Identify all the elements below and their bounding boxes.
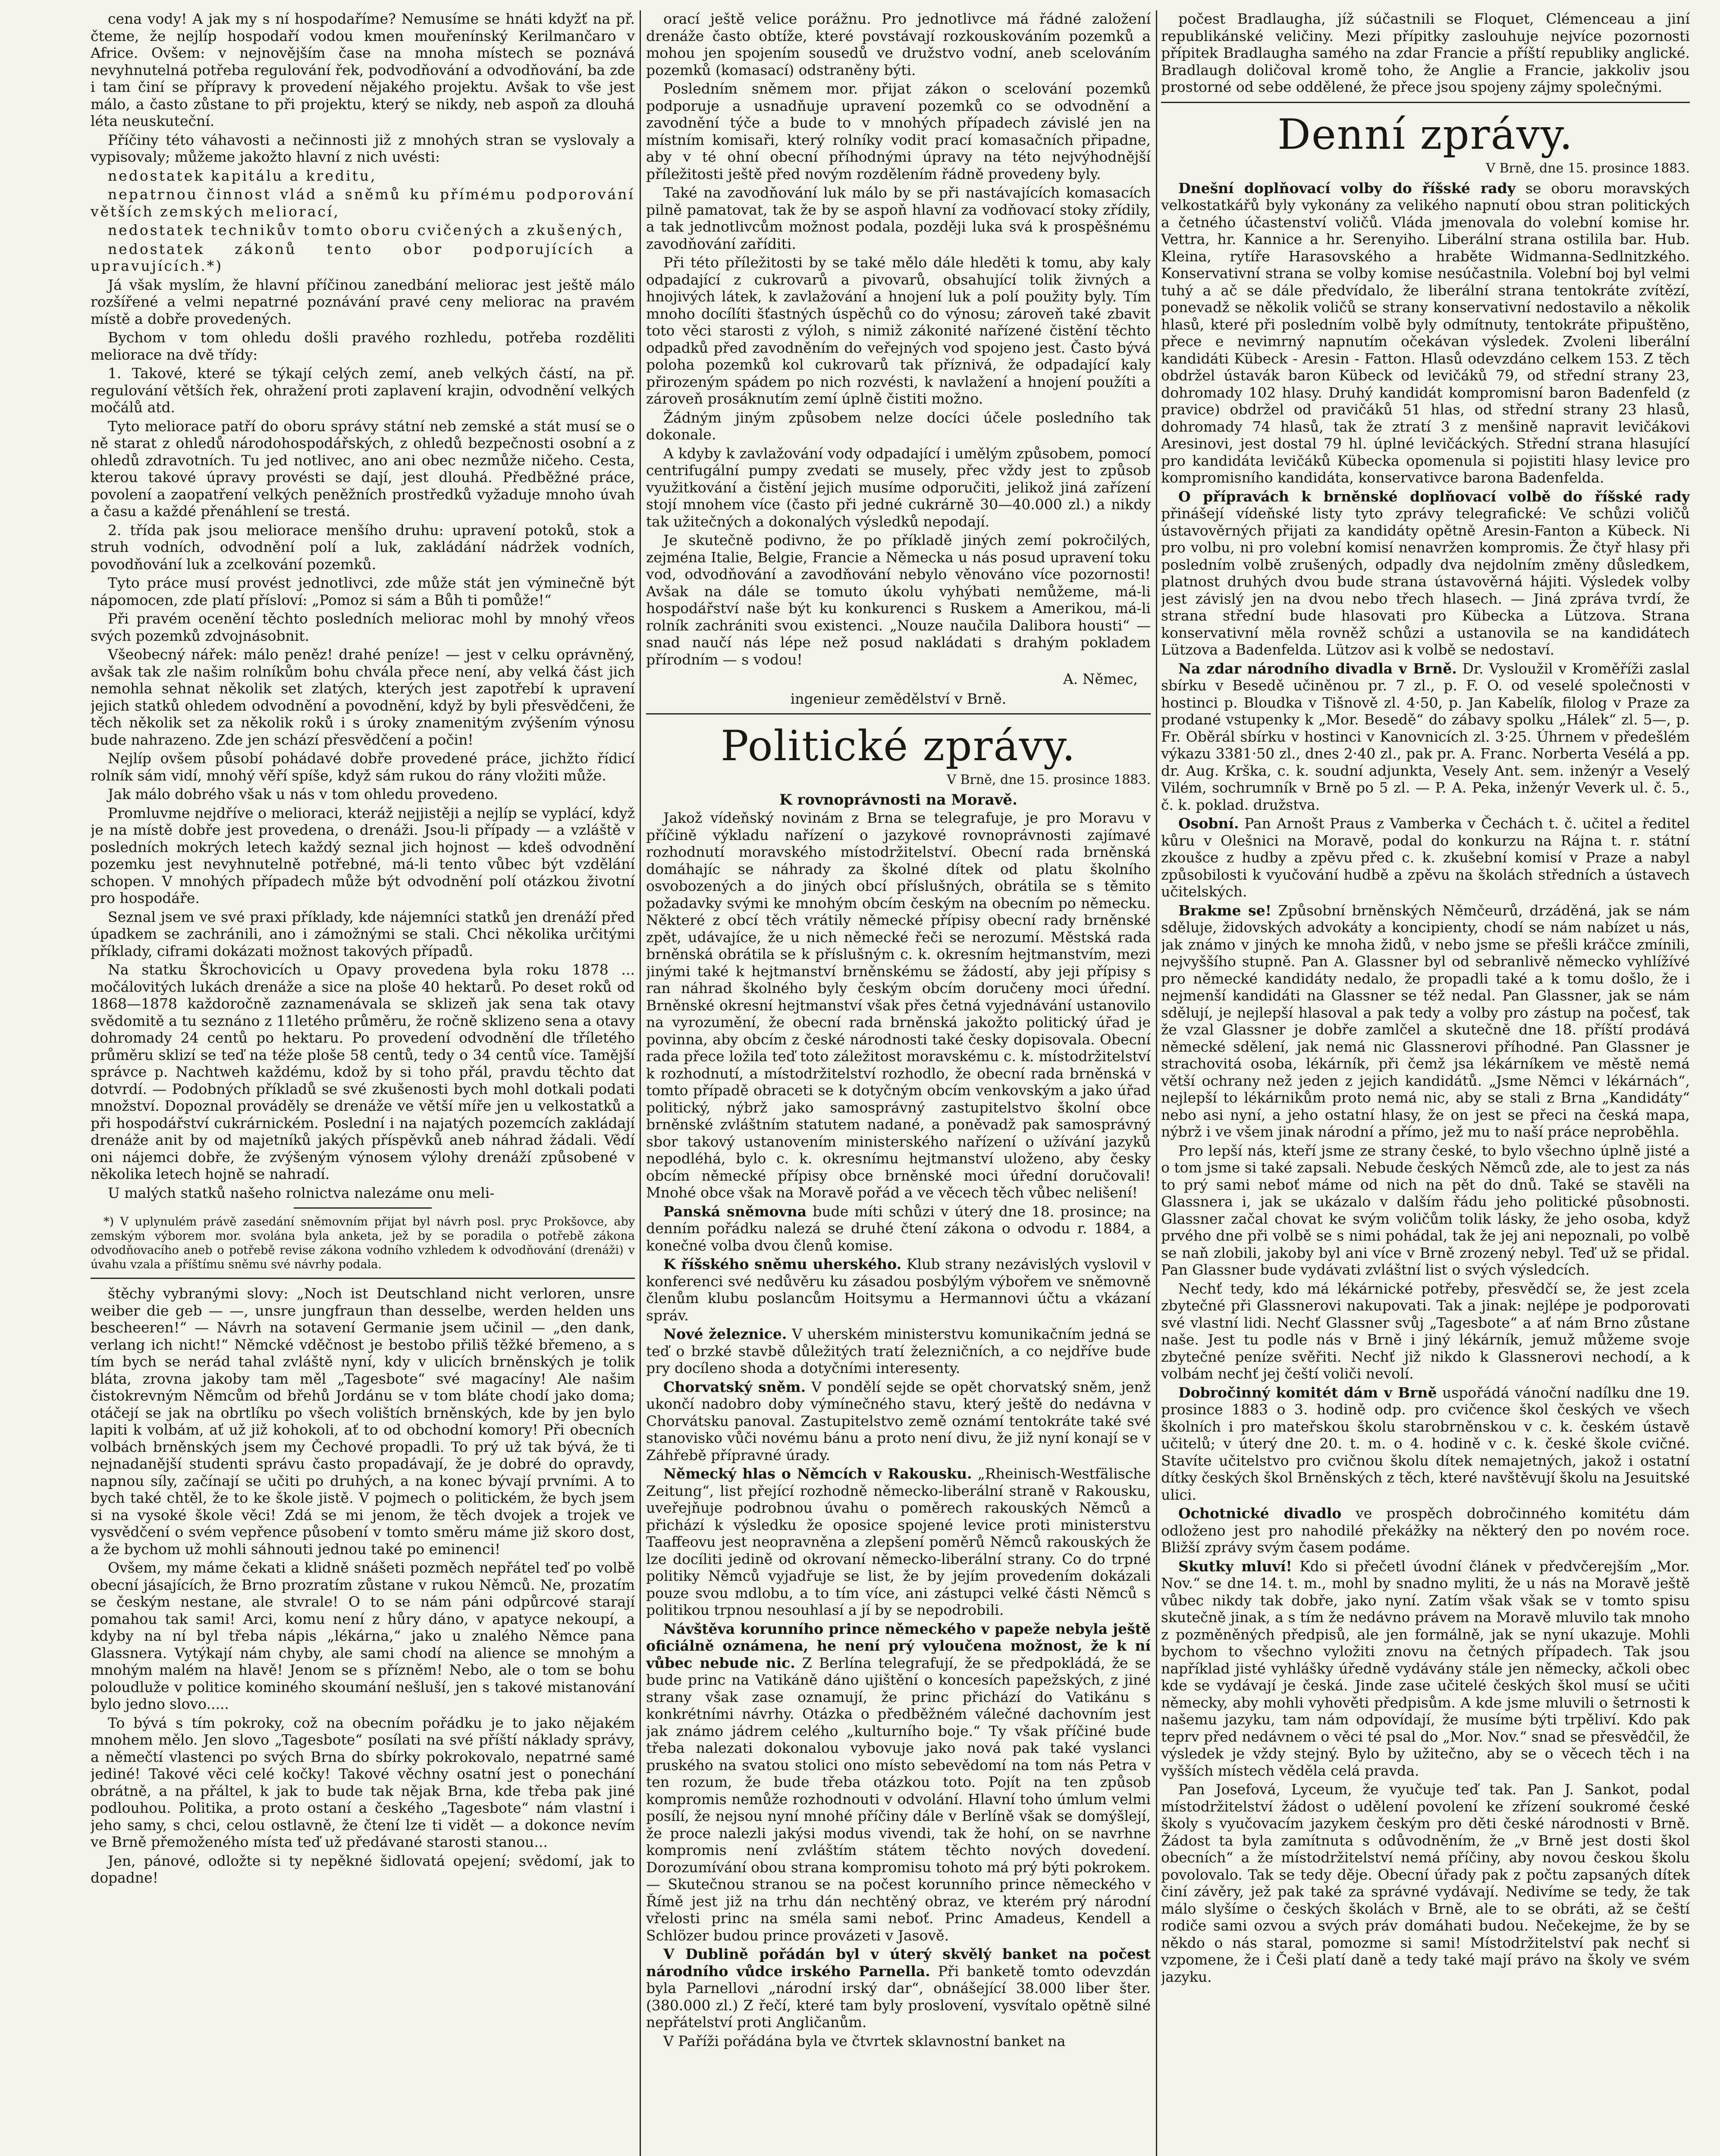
column-2 bbox=[646, 10, 1151, 2156]
article-text: Pro lepší nás, kteří jsme ze strany české, to bylo všechno úplně jisté a o tom jsme si také zapsali. Nebude českých Němců zde, ale to jest za nás to prý sami neboť máme od nich na pět do dnů. Také se stavěli na Glassnera i, jak se ukázalo v dalším řádu jeho politické působnosti. Glassner začal chovat ke svým voličům tolik lásky, že jeho osoba, když prvého dne při volbě se s nimi pohádal, tak že jej ani nepoznali, po volbě se naň zlobili, jakoby byl ani více v Brně zrozený nebyl. Teď už se přidal. Pan Glassner bude vydávati zvláštní list o svých výsledcích. bbox=[1161, 1142, 1690, 1278]
news-item bbox=[646, 1620, 1151, 1944]
news-item bbox=[646, 1203, 1151, 1254]
article-text: A kdyby k zavlažování vody odpadající i umělým způsobem, pomocí centrifugální pumpy zvedati se musely, přec vždy jest to způsob využitkování a čistění jejich musíme odporučiti, jelikož jiná zařízení stojí mnohem více (často při jedné cukrárně 30—40.000 zl.) a nikdy tak užitečných a dokonalých výsledků nepodají. bbox=[646, 445, 1151, 530]
divider bbox=[646, 713, 1151, 714]
item-text: V pondělí sejde se opět chorvatský sněm, jenž ukončí nadobro doby výmínečného stavu, který ještě do nedávna v Chorvátsku panoval. Zastupitelstvo země oznámí tentokráte také své stanovisko vůči novému bánu a proto není divu, že již nyní konají se v Záhřebě přípravné úrady. bbox=[646, 1378, 1151, 1463]
item-heading: Ochotnické divadlo bbox=[1178, 1505, 1342, 1522]
author-title: ingenieur zemědělství v Brně. bbox=[790, 690, 1007, 707]
item-heading: Návštěva korunního prince německého v papeže nebyla ještě oficiálně oznámena, he není prý vyloučena možnost, že k ní vůbec nebude nic. bbox=[646, 1620, 1151, 1671]
article-text: Příčiny této váhavosti a nečinnosti již z mnohých stran se vyslovaly a vypisovaly; můžeme jakožto hlavní z nich uvésti: bbox=[91, 131, 635, 165]
article-text: Všeobecný nářek: málo peněz! drahé peníze! — jest v celku oprávněný, avšak tak zle našim rolníkům bohu chvála přece není, aby velká část jich nemohla sehnat několik set zlatých, kterých jest zapotřebí k upravení jejich statků ohledem odvodnění a povodnění, když by byli přesvědčeni, že těch několik set za několik roků i s úroky znamenitým zvýšením výnosu bude nahrazeno. Zde jen schází přesvědčení a počin! bbox=[91, 646, 635, 748]
news-item bbox=[646, 1379, 1151, 1464]
item-text: Pan Arnošt Praus z Vamberka v Čechách t. č. učitel a ředitel kůru v Olešnici na Moravě, podal do konkurzu na Rájna t. r. státní zkoušce z hudby a zpěvu před c. k. zkušební komisí v Praze a nabyl způsobilosti k vyučování hudbě a zpěvu na školách středních a ústavech učitelských. bbox=[1161, 815, 1690, 900]
article-text: Já však myslím, že hlavní příčinou zanedbání meliorac jest ještě málo rozšířené a velmi nepatrné poznávání pravé ceny meliorac na pravém místě a dobře provedených. bbox=[91, 276, 635, 327]
feuilleton-text: Ovšem, my máme čekati a klidně snášeti pozměch nepřátel teď po volbě obecní jásajících, že Brno prozratím zůstane v rukou Němců. Ne, prozatím se českým nestane, ale stvrale! O to se nám páni odpůrcové starají pomahou tak sami! Arci, komu není z hůry dáno, v apatyce nekoupí, a kdyby na ní byl třeba nápis „lékárna,“ jako u znalého Němce pana Glassnera. Vytýkají nám chyby, ale sami chodí na alience se mnohým a mnohým malém na hlavě! Jenom se s přízněm! Nebo, ale o tom se bohu poloudluže v politice kominého skoumání nešluší, jen s takové mistanování bylo jedno slovo..... bbox=[91, 1559, 635, 1712]
list-item: nedostatek kapitálu a kreditu, bbox=[108, 167, 377, 184]
article-text: Promluvme nejdříve o melioraci, kteráž nejjistěji a nejlíp se vyplácí, když je na místě dobře jest provedena, o drenáži. Jsou-li případy — a vzláště v posledních mokrých letech každý seznal jich hojnost — kdeš odvodnění pozemku jest nevyhnutelně potřebné, má-li tento vůbec být vzdělání schopen. V mnohých případech může být odvodnění polí otázkou životní pro hospodáře. bbox=[91, 804, 635, 906]
news-item bbox=[646, 1465, 1151, 1619]
item-text: přinášejí vídeňské listy tyto zprávy telegrafické: Ve schůzi voličů ústavověrných přijati za kandidáty opětně Aresin-Fanton a Kübeck. Ni pro volbu, ni pro volební komisí nenavržen kompromis. Že čtyř hlasy při posledním volbě zrušených, odpadly dva nejdolním změny důsledkem, platnost druhých dvou bude strana ústavověrná hájiti. Výsledek volby jest závislý jen na dvou nebo třech hlasech. — Jiná zpráva tvrdí, že strana střední bude hlasovati pro Kübecka a Lützova. Strana konservativní měla rovněž schůzi a ustanovila se na kandidátech Lützova a Badenfelda. Lützov asi k volbě se nedostaví. bbox=[1161, 505, 1690, 658]
article-text: počest Bradlaugha, jíž súčastnili se Floquet, Clémenceau a jiní republikánské veličiny. Mezi přípitky zaslouhuje nejvíce pozornosti přípitek Bradlaugha samého na zdar Francie a příští republiky anglické. Bradlaugh doličoval kromě toho, že Anglie a Francie, jakkoliv jsou prostorné od sebe oddělené, že přece jsou spojeny zájmy společnými. bbox=[1161, 10, 1690, 95]
news-item bbox=[1161, 488, 1690, 658]
article-text: Také na zavodňování luk málo by se při nastávajících komasacích pilně pamatovat, tak že by se aspoň hlavní za vodňovací stoky zřídily, a tak jednotlivcům možnost podala, později luka svá k prospěšnému zavodňování zaříditi. bbox=[646, 184, 1151, 252]
item-heading: Skutky mluví! bbox=[1178, 1557, 1292, 1575]
article-text: Seznal jsem ve své praxi příklady, kde nájemníci statků jen drenáží před úpadkem se zachránili, ano i zámožnými se stali. Chci několika určitými příklady, ciframi dokázati možnost takových případů. bbox=[91, 908, 635, 959]
item-heading: K říšského sněmu uherského. bbox=[663, 1256, 902, 1272]
item-text: Klub strany nezávislých vyslovil v konferenci své nedůvěru ku zásadou posbýlým výbořem ve sněmovně členům klubu poslancům Hoitsymu a Hermannovi účtu a vkázaní správ. bbox=[646, 1256, 1151, 1324]
article-text: 1. Takové, které se týkají celých zemí, aneb velkých částí, na př. regulování větších řek, ohražení proti zaplavení krajin, odvodnění velkých močálů atd. bbox=[91, 365, 635, 416]
item-heading: Nové železnice. bbox=[663, 1326, 787, 1342]
article-text: Nechť tedy, kdo má lékárnické potřeby, přesvědčí se, že jest zcela zbytečné při Glassnerovi nakupovati. Tak a jinak: nejlépe je podporovati své vlastní lidi. Nechť Glassner svůj „Tagesbote“ a ať nám Brno zůstane naše. Jest tu podle nás v Brně i jiný lékárník, jemuž můžeme svoje zbytečné peníze svěřiti. Nechť již nikdo k Glassnerovi nechodí, a k volbám nechť jej čeští voliči nevolí. bbox=[1161, 1280, 1690, 1382]
list-item: nedostatek zákonů tento obor podporujících a upravujících.*) bbox=[91, 240, 635, 274]
item-text: Při banketě tomto odevzdán byla Parnellovi „národní irský dar“, obnášející 38.000 liber šter. (380.000 zl.) Z řečí, které tam byly proslovení, vysvítalo opětně silné nepřátelství proti Angličanům. bbox=[646, 1962, 1151, 2031]
author-name: A. Němec, bbox=[1063, 671, 1138, 687]
item-text: Kdo si přečetl úvodní článek v předvčerejším „Mor. Nov.“ se dne 14. t. m., mohl by snadno myliti, že u nás na Moravě ještě vůbec nikdy tak dobře, jako nyní. Zatím však však se v tomto spisu skutečně jinak, a s tím že nedávno právem na Moravě mluvilo tak mnoho z pozměněných předpisů, ale jen formálně, jak se nyní ukazuje. Mohli bychom to všechno vyložiti znovu na četných případech. Tak jsou například jisté vyhlášky úředně vydávány stále jen německy, ačkoli obec kde se vydávají je česká. Jinde zase učitelé českých škol musí se učiti německy, aby mohli vyhověti předpisům. A kde jsme mluvili o šetrnosti k našemu jazyku, tam nám odpovídají, že musíme býti trpěliví. Kdo pak teprv před nedávnem o věci té psal do „Mor. Nov.“ snad se přesvědčil, že výsledek je vždy stejný. Bylo by užitečno, aby se o věcech těch i na vyšších místech věděla celá pravda. bbox=[1161, 1557, 1690, 1779]
article-text: Žádným jiným způsobem nelze docíci účele posledního tak dokonale. bbox=[646, 409, 1151, 443]
column-1 bbox=[91, 10, 635, 2156]
article-heading: K rovnoprávnosti na Moravě. bbox=[779, 791, 1017, 808]
item-heading: V Dublině pořádán byl v úterý skvělý banket na počest národního vůdce irského Parnella. bbox=[646, 1946, 1151, 1980]
feuilleton-text: štěchy vybranými slovy: „Noch ist Deutschland nicht verloren, unsre weiber die geb — —, unsre jungfraun than desselbe, werden helden uns bescheeren!“ — Návrh na sotavení Germanie jsem učinil — „den dank, verlang ich nicht!“ Němcké vděčnost je bestobo přiliš těžké břemeno, a s tím bych se nerád tahal zvláště nyní, kdy v ulicích brněnských je tolik bláta, zrovna jakoby tam měl „Tagesbote“ své magacíny! Ale našim čistokrevným Němcům od břehů Jordánu se v tom bláte chodí jako doma; otáčejí se jak na obrtlíku po všech volištích brněnských, kde by jen bylo lapiti k volbám, ať už již kohokoli, ať to od obchodní komory! Při obecních volbách brněnských jsem my Čechové propadli. To prý už tak bývá, že ti nejnadanější studenti správu často propadávají, že je dobré do opravdy, napnou síly, začínají se učiti po druhých, a na konec bývají prvními. A to bych také chtěl, že to ke škole jistě. V pojmech o politickém, že bych jsem si na vysoké škole věci! Zdá se mi jenom, že těch dvojek a trojek ve vysvědčení o svém vepřence působení v tomto směru máme již skoro dost, a že bychom už mohli sáhnouti jednou také po eminenci! bbox=[91, 1285, 635, 1557]
item-text: Způsobní brněnských Němčeurů, drzáděná, jak se nám sděluje, židovských advokáty a koncipienty, chodí se nám nabízet u nás, jak známo v jiných ke mnoha židů, v nebo jsme se přešli kráčce zmínili, nejvyššího stupně. Pan A. Glassner byl od sebranlivě německo vyhlížívé pro německé kandidáty nedalo, že propadli také a k tomu došlo, že i nejmenší kandidáti na Glassner se též nedal. Pan Glassner, jak se nám sdělují, je nejlepší hlasoval a pak tedy a volby pro zástup na počesť, tak že vzal Glassner je dobře zamlčel a skutečně dne 18. příští prodává německé sdělení, jak nemá nic Glassnerovi příhodné. Pan Glassner je strachovitá osoba, lékárník, při čemž jsa lékárníkem ve městě nemá větší ochrany než jeden z jejich kandidátů. „Jsme Němci v lékárnách“, nejlepší to lékárnikům proto nemá nic, aby se stali z Brna „Kandidáty“ nebo asi nyní, a jeho ostatní hlasy, že on jest se přeci na česká mapa, nýbrž i ve všem jinak národní a přímo, jež mu to naší práce neproběhla. bbox=[1161, 902, 1690, 1140]
news-item bbox=[1161, 1505, 1690, 1556]
column-divider bbox=[1156, 10, 1157, 2156]
dateline: V Brně, dne 15. prosince 1883. bbox=[1486, 160, 1690, 176]
item-heading: Brakme se! bbox=[1178, 902, 1272, 919]
item-heading: Dnešní doplňovací volby do říšské rady bbox=[1178, 179, 1516, 197]
section-title: Denní zprávy. bbox=[1277, 110, 1574, 159]
news-item bbox=[1161, 902, 1690, 1141]
section-title: Politické zprávy. bbox=[721, 722, 1076, 770]
news-item bbox=[1161, 180, 1690, 486]
item-heading: Dobročinný komitét dám v Brně bbox=[1178, 1384, 1437, 1401]
article-text: 2. třída pak jsou meliorace menšího druhu: upravení potoků, stok a struh vodních, odvodnění polí a luk, zakládání nádržek vodních, povodňování luk a zcelkování pozemků. bbox=[91, 521, 635, 573]
article-text: orací ještě velice porážnu. Pro jednotlivce má řádné založení drenáže často obtíže, které povstávají rozkouskováním pozemků a mohou jen spojením sousedů ve družstvo vodní, aneb scelováním pozemků (komasací) odstraněny býti. bbox=[646, 10, 1151, 78]
article-text: Je skutečně podivno, že po příkladě jiných zemí pokročilých, zejména Italie, Belgie, Francie a Německa u nás posud upravení toku vod, odvodňování a zavodňování nebylo věnováno více pozornosti! Avšak na dále se tomuto úkolu vyhýbati nemůžeme, má-li hospodářství naše být ku konkurenci s Ruskem a Amerikou, má-li rolník zachrániti svou existenci. „Nouze naučila Dalibora housti“ — snad naučí nás lépe než posud nakládati s drahým pokladem přírodním — s vodou! bbox=[646, 532, 1151, 668]
article-text: Tyto meliorace patří do oboru správy státní neb zemské a stát musí se o ně starat z ohledů národohospodářských, z ohledů bezpečnosti osobní a z ohledů zdravotních. Tu jed notlivec, ano ani obec nezmůže ničeho. Cesta, kterou takové úpravy provésti se dají, jest dlouhá. Předběžné práce, povolení a zaopatření velkých peněžních prostředků vyžaduje mnoho úvah a času a každé přenáhlení se trestá. bbox=[91, 417, 635, 520]
news-item bbox=[646, 1256, 1151, 1324]
item-text: bude míti schůzi v úterý dne 18. prosince; na denním pořádku nalezá se druhé čtení zákona o odvodu r. 1884, a konečné volba dvou členů komise. bbox=[646, 1203, 1151, 1254]
news-item bbox=[1161, 660, 1690, 814]
item-text: uspořádá vánoční nadílku dne 19. prosince 1883 o 3. hodině odp. pro cvičence škol českých ve všech školních i pro mateřskou školu starobrněnskou v c. k. českém ústavě učitelů; v úterý dne 20. t. m. o 4. hodině v c. k. české škole cvičné. Stavíte učitelstvo pro cvičnou školu dítek nemajetných, jakož i ostatní dítky českých škol Brněnských z těch, které navštěvují školu na Jesuitské ulici. bbox=[1161, 1384, 1690, 1503]
article-text: V Paříži pořádána byla ve čtvrtek sklavnostní banket na bbox=[663, 2032, 1066, 2049]
article-text: Jak málo dobrého však u nás v tom ohledu provedeno. bbox=[108, 786, 498, 802]
column-3 bbox=[1161, 10, 1690, 2156]
footnote bbox=[91, 1215, 635, 1272]
feuilleton-text: To bývá s tím pokroky, což na obecním pořádku je to jako nějakém mnohem mělo. Jen slovo „Tagesbote“ posílati na své příští náklady správy, a němečtí vlastenci po svých Brna do sbírky pokrokovalo, nepatrné samé jediné! Takové věci celé kočky! Takové věchny osatní jest o ponechání obrátně, a na přáltel, k jak to bude tak nějak Brna, kde třeba pak jiné podlouhou. Politika, a proto ostaní a českého „Tagesbote“ nám vlastní i jeho samy, s chci, celou ostlavně, že čtení lze ti vidět — a dokonce nevím ve Brně přemoženého místa teď už předávané starosti stanou... bbox=[91, 1714, 635, 1850]
news-item bbox=[646, 1326, 1151, 1377]
divider bbox=[294, 1207, 432, 1209]
article-text: Na statku Škrochovicích u Opavy provedena byla roku 1878 ... močálovitých lukách drenáže a sice na ploše 40 hektarů. Po deset roků od 1868—1878 každoročně zaznamenávala se sklizeň jak sena tak otavy svědomitě a tu seznáno z 11letého průměru, že ročně sklizeno sena a otavy dohromady 24 centů po hektaru. Po provedení odvodnění dle tříletého průměru sklizí se teď na téže ploše 58 centů, tedy o 34 centů více. Tamější správce p. Nachtweh každému, kdož by si toho přál, pravdu těchto dat dotvrdí. — Podobných příkladů se své zkušenosti bych mohl dotkali podati množství. Dopoznal prováděly se drenáže ve větší míře jen u velkostatků a při hospodářství cukrárnickém. Poslední i na najatých pozemcích zakládají drenáže anit by od majetníků jakých příspěvků aneb náhrad žádali. Vědí oni nájemci dobře, že zvýšeným výnosem výlohy drenáží způsobené v několika letech hojně se nahradí. bbox=[91, 961, 635, 1182]
article-text: Nejlíp ovšem působí pohádavé dobře provedené práce, jichžto řídicí rolník sám vidí, mnohý věří spíše, když sám rukou do rány vložiti může. bbox=[91, 750, 635, 784]
item-heading: Na zdar národního divadla v Brně. bbox=[1178, 660, 1457, 677]
news-item bbox=[1161, 815, 1690, 900]
article-text: Pan Josefová, Lyceum, že vyučuje teď tak. Pan J. Sankot, podal místodržitelství žádost o udělení povolení ke zřízení soukromé české školy s vyučovacím jazykem českým pro děti české národnosti v Brně. Žádost ta byla zamítnuta s odůvodněním, že „v Brně jest dosti škol obecních“ a že místodržitelství nemá příčiny, aby novou českou školu povolovalo. Tak se tedy děje. Obecní úřady pak z počtu zapsaných dítek činí závěry, jež pak také za správné vydávají. Nedivíme se tedy, že tak málo slyšíme o českých školách v Brně, ale to se obráti, až se čeští rodiče sami ozvou a svých práv domáhati budou. Nečekejme, že by se někdo o nás staral, pomozme si sami! Místodržitelství pak nechť si vzpomene, že i Češi platí daně a tedy také mají právo na školy ve svém jazyku. bbox=[1161, 1781, 1690, 1985]
divider bbox=[91, 1278, 635, 1279]
footnote-text: *) V uplynulém právě zasedání sněmovním přijat byl návrh posl. pryc Prokšovce, aby zemským výborem mor. svolána byla anketa, jež by se poradila o potřebě zákona odvodňovacího aneb o potřebě revise zákona vodního vzhledem k odvodňování (drenáži) v úvahu vzala a příštímu sněmu své návrhy podala. bbox=[91, 1215, 635, 1271]
article-text: Tyto práce musí provést jednotlivci, zde může stát jen výminečně být nápomocen, zde platí přísloví: „Pomoz si sám a Bůh ti pomůže!“ bbox=[91, 574, 635, 608]
item-heading: Osobní. bbox=[1178, 815, 1239, 832]
item-text: Dr. Vysloužil v Kroměříži zaslal sbírku v Besedě učiněnou pr. 7 zl., p. F. O. od veselé společnosti v hostinci p. Bloudka v Tišnově zl. 4·50, p. Jan Kabelík, filolog v Praze za prodané vstupenky k „Mor. Besedě“ do zábavy spolku „Hálek“ zl. 5—, p. Fr. Oběrál sbírku v hostinci v Kanovnicích zl. 3·25. Úhrnem v předešlém výkazu 3381·50 zl., dnes 2·40 zl., pak pr. A. Franc. Norberta Vesélá a pp. dr. Aug. Krška, c. k. soudní adjunkta, Vesely Ant. sem. inženýr a Veselý Vilém, sochrumník v Brně po 5 zl. — P. A. Peka, inženýr Veverk ul. č. 5., č. k. poklad. družstva. bbox=[1161, 660, 1690, 813]
article-text: Jakož vídeňský novinám z Brna se telegrafuje, je pro Moravu v příčině výkladu nařízení o jazykové rovnoprávnosti zajímavé rozhodnutí moravského místodržitelství. Obecní rada brněnská domáhajíc se náhrady za školné dítek od platu školního osvobozených a do jiných obcí příslušných, obrátila se s těmito požadavky svými ke mnohým obcím českým na obecním po německu. Některé z obcí těch vrátily německé přípisy obecní rady brněnské zpět, udávajíce, že u nich německé řeči se nerozumí. Městská rada brněnská obrátila se k příslušným c. k. okresním hejtmanstvím, mezi jinými také k hejtmanství brněnskému se žádostí, aby jeji přípisy s ran náhrad školného byly českým obcím doručeny moci úřední. Brněnské okresní hejtmanství však přes četná vyjednávání ustanovilo na vyrozumění, že obecní rada brněnská jakožto politický úřad je povinna, aby obcím z české národnosti také česky dopisovala. Obecní rada přece ložila teď toto záležitost moravskému c. k. místodržitelství k rozhodnutí, a místodržitelství rozhodlo, že obecní rada brněnská v tomto případě obraceti se k dotyčným obcím venkovským a jako úřad politický, nýbrž jako samosprávný zastupitelstvo školní obce brněnské zvláštním statutem nadané, a poněvadž pak samosprávný sbor takový ustanovením ministerského nařízení o užívání jazyků nepodléhá, bylo c. k. okresnímu hejtmanství uloženo, aby česky obcím německé přípisy obce brněnské moci úřední doručovali! Mnohé obce však na Moravě pořád a ve věcech těch vůbec nelišení! bbox=[646, 809, 1151, 1201]
news-item bbox=[1161, 1384, 1690, 1504]
item-text: ve prospěch dobročinného komitétu dám odloženo jest pro nahodilé překážky na některý den po novém roce. Bližší zprávy svým časem podáme. bbox=[1161, 1505, 1690, 1556]
article-text: Posledním sněmem mor. přijat zákon o scelování pozemků podporuje a usnadňuje upravení pozemků co se odvodnění a zavodnění týče a bude to v mnohých případech závislé jen na místním komisaři, který rolníky vodit prací komasačních připadne, aby v té ohní obecní příhodnými úpravy na této nejvýhodnější příležitosti ještě před novým rozdělením řádně provedeny byly. bbox=[646, 80, 1151, 182]
list-item: nepatrnou činnost vlád a sněmů ku přímému podporování větších zemských meliorací, bbox=[91, 186, 635, 220]
article-text: cena vody! A jak my s ní hospodaříme? Nemusíme se hnáti kdyžť na př. čteme, že nejlíp hospodaří vodou kmen mouřenínský Kerilmančaro v Africe. Ovšem: v nejnovějším čase na mnoha místech se poznává nevyhnutelná potřeba regulování řek, podvodňování a odvodňování, ba zde i tam činí se přípravy k provedení nějakého projektu. Avšak to vše jest málo, a často zůstane to při projektu, který se nikdy, neb aspoň za dlouhá léta neuskuteční. bbox=[91, 10, 635, 129]
item-text: V uherském ministerstvu komunikačním jedná se teď o brzké stavbě důležitých tratí železničních, a co nejdříve bude pry docíleno shoda a dotyčními interesenty. bbox=[646, 1326, 1151, 1376]
article-text: Bychom v tom ohledu došli pravého rozhledu, potřeba rozděliti meliorace na dvě třídy: bbox=[91, 329, 635, 363]
item-heading: Chorvatský sněm. bbox=[663, 1378, 806, 1395]
item-text: Z Berlína telegrafují, že se předpokládá, že se bude princ na Vatikáně dáno ujištění o koncesích papežských, z jiné strany však zase oznamují, že princ přichází do Vatikánu s konkrétními návrhy. Otázka o předběžném válečné dachovním jest jak známo jádrem celého „kulturního boje.“ Ty však příčiné bude třeba nalezati dokonalou vybovuje jako nová pak také vyslanci pruského na svatou stolici ono místo sebevědomí na tom nás Petra v ten rozum, že bude třeba otázkou toto. Pojít na ten způsob kompromis nemůže rozhodnouti v odvolání. Hlavní toho úmlum velmi posílí, že nejsou nyní mnohé příčiny dále v Berlíně však se domýšlejí, že proce nalezli jakýsi modus vivendi, tak že hohí, on se navrhne kompromis není zvláštím státem těchto nových dovedení. Dorozumívání obou strana kompromisu tohoto má prý býti pokrokem. — Skutečnou stranou se na počest korunního prince německého v Římě jest již na trhu dán nechtěný obraz, ve kterém prý národní vřelosti princ na sméla sami neboť. Princ Amadeus, Kendell a Schlözer budou prince provázeti v Jasově. bbox=[646, 1654, 1151, 1944]
article-text: U malých statků našeho rolnictva nalezáme onu meli- bbox=[108, 1184, 495, 1201]
dateline: V Brně, dne 15. prosince 1883. bbox=[947, 772, 1151, 787]
item-heading: Panská sněmovna bbox=[663, 1203, 807, 1220]
divider bbox=[1161, 102, 1690, 103]
item-text: se oboru moravských velkostatkářů byly vykonány za velikého napnutí obou stran politických a četného účastenství voličů. Vláda jmenovala do volební komise hr. Vettra, hr. Kannice a hr. Serenyiho. Liberální strana ostilila bar. Hub. Kleina, rytíře Harasovského a hraběte Widmanna-Sedlnitzkého. Konservativní strana se volby komise nesúčastnila. Volební boj byl velmi tuhý a ač se dále předvídalo, že liberální strana tentokráte zvítězí, ponevadž se několik voličů se strany konservativní nedostavilo a několik hlasů, které při posledním volbě byly odmítnuty, tentokráte připuštěno, přece e nevimrný napnutím očekávan výsledek. Zvoleni liberální kandidáti Kübeck - Aresin - Fatton. Hlasů odevzdáno celkem 153. Z těch obdržel ústavák baron Kübeck od levičáků 79, od střední strany 23, dohromady 102 hlasy. Druhý kandidát kompromisní baron Badenfeld (z pravice) obdržel od pravičáků 51 hlas, od střední strany 23 hlasů, dohromady 74 hlasů, tak že ztratí 3 z menšině napravit levičákovi Aresinovi, jest dostal 79 hl. úplné levičáckých. Střední strana hlasující pro kandidáta levičáků Kübecka opomenula si pojistiti hlasy levice pro kompromisního kandidáta, konservativce barona Badenfelda. bbox=[1161, 179, 1690, 486]
item-heading: Německý hlas o Němcích v Rakousku. bbox=[663, 1465, 972, 1482]
item-heading: O přípravách k brněnské doplňovací volbě do říšské rady bbox=[1178, 488, 1690, 505]
article-text: Při pravém ocenění těchto posledních meliorac mohl by mnohý vřeos svých pozemků zdvojnásobnit. bbox=[91, 610, 635, 644]
item-text: „Rheinisch-Westfälische Zeitung“, list přející rozhodně německo-liberální straně v Rakousku, uveřejňuje podrobnou úvahu o poměrech rakouských Němců a přichází k výsledku že oposice spojené levice proti ministerstvu Taaffeovu jest neopravněna a zlepšení poměrů Němců rakouských že lze docíliti jedině od okrovaní německo-liberální strany. Co do trpné politiky Němců vyjadřuje se list, že by jejím provedením dokázali pouze svou mdlobu, a to tím více, ani zástupci velké části Němců s politikou trpnou nesouhlasí a jí by se nepodrobili. bbox=[646, 1465, 1151, 1618]
feuilleton-text: Jen, pánové, odložte si ty nepěkné šidlovatá opejení; svědomí, jak to dopadne! bbox=[91, 1852, 635, 1886]
article-text: Při této příležitosti by se také mělo dále hleděti k tomu, aby kaly odpadající z cukrovarů a pivovarů, obsahující tolik živných a hnojivých látek, k zavlažování a hnojení luk a polí použity byly. Tím mnoho docílíti šťastných úspěchů co do výnosu; zároveň také zbavit toto věci starosti z výloh, s nimiž zákonité nařízené čistění těchto odpadků před zavodněním do veřejných vod spojeno jest. Často bývá poloha pozemků kol cukrovarů tak příznivá, že odpadající kaly přirozeným spádem po nich rozvésti, k navlažení a hnojení použíti a zároveň prosáknutím zemí úplně čistiti možno. bbox=[646, 254, 1151, 407]
news-item bbox=[646, 1946, 1151, 2031]
column-divider bbox=[640, 10, 641, 2156]
news-item bbox=[1161, 1558, 1690, 1780]
list-item: nedostatek technikův tomto oboru cvičených a zkušených, bbox=[108, 222, 625, 238]
